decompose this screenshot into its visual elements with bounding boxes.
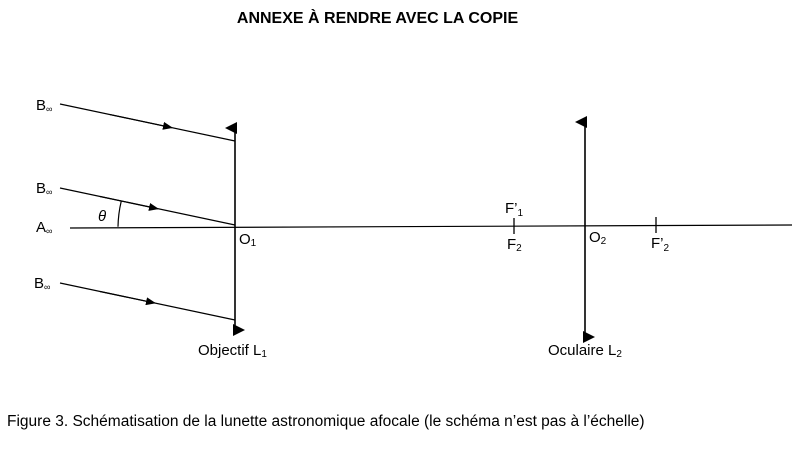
- label-f2-prime: $F’_2$: [651, 235, 670, 254]
- label-a-infinity: A∞: [36, 219, 53, 236]
- label-o1: O1: [239, 231, 257, 249]
- label-theta: θ: [98, 208, 107, 225]
- label-b-infinity-2: B∞: [36, 180, 53, 197]
- incident-ray-bottom: [60, 283, 235, 320]
- figure-caption: Figure 3. Schématisation de la lunette astronomique afocale (le schéma n’est pas à l’échelle): [7, 413, 645, 430]
- page-title: ANNEXE À RENDRE AVEC LA COPIE: [236, 10, 519, 27]
- label-o2: O2: [589, 229, 607, 247]
- label-oculaire-l2: Oculaire L2: [548, 342, 622, 360]
- optical-axis: [70, 225, 792, 228]
- theta-angle-arc: [118, 201, 121, 226]
- incident-ray-middle: [60, 188, 235, 225]
- label-b-infinity-1: B∞: [36, 97, 53, 114]
- label-b-infinity-3: B∞: [34, 275, 51, 292]
- label-objectif-l1: Objectif L1: [198, 342, 267, 360]
- label-f1-prime: $F’_1$: [505, 200, 524, 219]
- incident-ray-top: [60, 104, 235, 141]
- label-f2: F2: [507, 236, 522, 254]
